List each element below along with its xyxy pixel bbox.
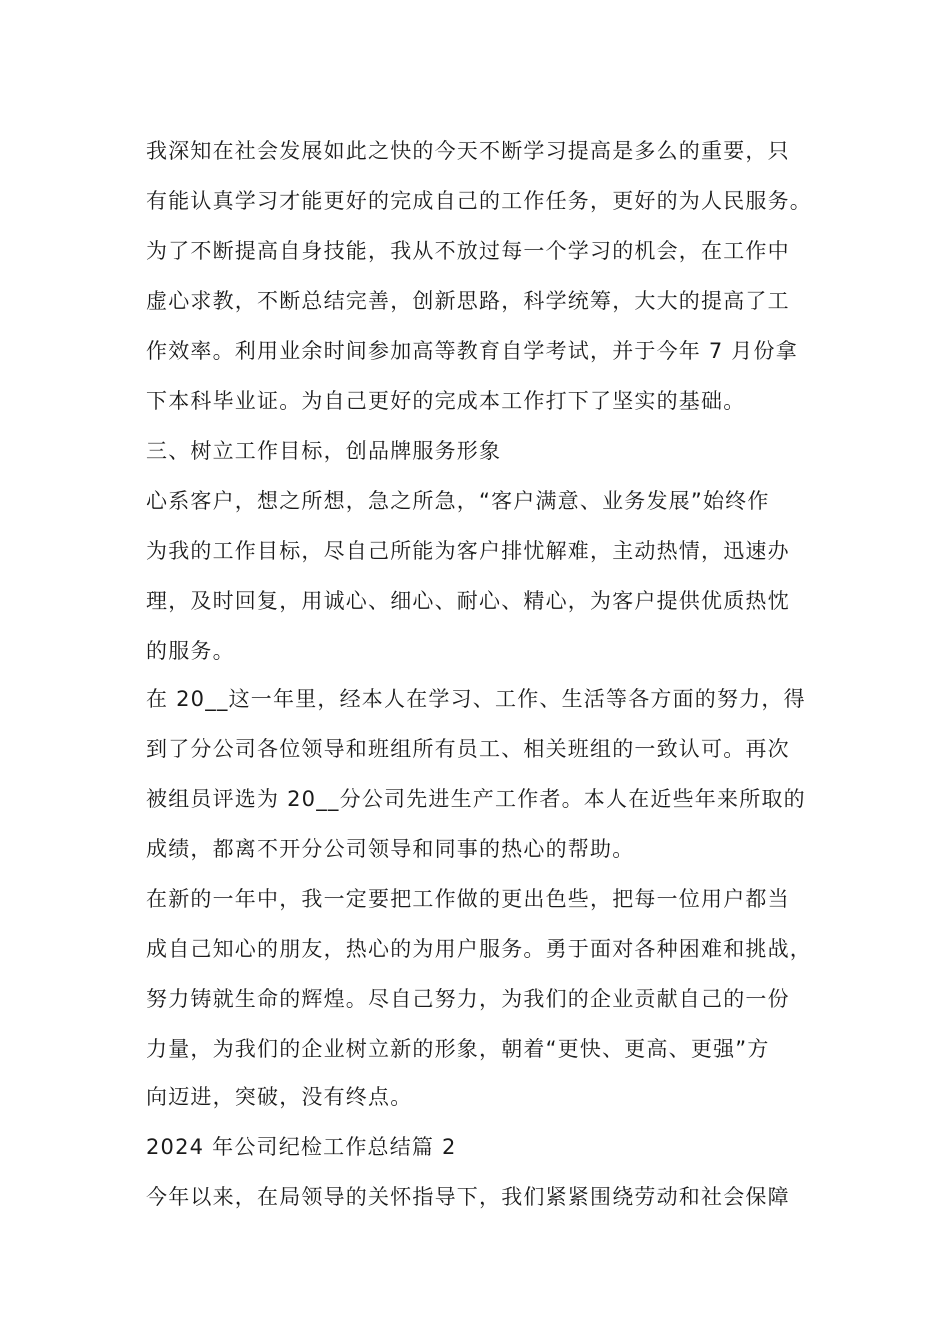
paragraph-line: 今年以来，在局领导的关怀指导下，我们紧紧围绕劳动和社会保障 [146, 1185, 790, 1209]
paragraph-line: 在新的一年中，我一定要把工作做的更出色些，把每一位用户都当 [146, 887, 790, 911]
paragraph-line: 虚心求教，不断总结完善，创新思路，科学统筹，大大的提高了工 [146, 289, 790, 313]
paragraph-line: 为了不断提高自身技能，我从不放过每一个学习的机会，在工作中 [146, 239, 790, 263]
paragraph-line: 成自己知心的朋友，热心的为用户服务。勇于面对各种困难和挑战， [146, 937, 812, 961]
paragraph-line: 被组员评选为 20__分公司先进生产工作者。本人在近些年来所取的 [146, 787, 806, 811]
paragraph-line: 在 20__这一年里，经本人在学习、工作、生活等各方面的努力，得 [146, 687, 806, 711]
paragraph-line: 作效率。利用业余时间参加高等教育自学考试，并于今年 7 月份拿 [146, 339, 798, 363]
paragraph-line: 成绩，都离不开分公司领导和同事的热心的帮助。 [146, 837, 635, 861]
paragraph-line: 力量，为我们的企业树立新的形象，朝着“更快、更高、更强”方 [146, 1037, 770, 1061]
section-heading: 2024 年公司纪检工作总结篇 2 [146, 1135, 457, 1159]
paragraph-line: 理，及时回复，用诚心、细心、耐心、精心，为客户提供优质热忱 [146, 589, 790, 613]
paragraph-line: 我深知在社会发展如此之快的今天不断学习提高是多么的重要，只 [146, 139, 790, 163]
paragraph-line: 下本科毕业证。为自己更好的完成本工作打下了坚实的基础。 [146, 389, 746, 413]
paragraph-line: 为我的工作目标，尽自己所能为客户排忧解难，主动热情，迅速办 [146, 539, 790, 563]
paragraph-line: 努力铸就生命的辉煌。尽自己努力，为我们的企业贡献自己的一份 [146, 987, 790, 1011]
paragraph-line: 心系客户，想之所想，急之所急，“客户满意、业务发展”始终作 [146, 489, 770, 513]
section-heading: 三、树立工作目标，创品牌服务形象 [146, 439, 502, 463]
paragraph-line: 向迈进，突破，没有终点。 [146, 1085, 413, 1109]
paragraph-line: 有能认真学习才能更好的完成自己的工作任务，更好的为人民服务。 [146, 189, 812, 213]
paragraph-line: 到了分公司各位领导和班组所有员工、相关班组的一致认可。再次 [146, 737, 790, 761]
paragraph-line: 的服务。 [146, 639, 235, 663]
